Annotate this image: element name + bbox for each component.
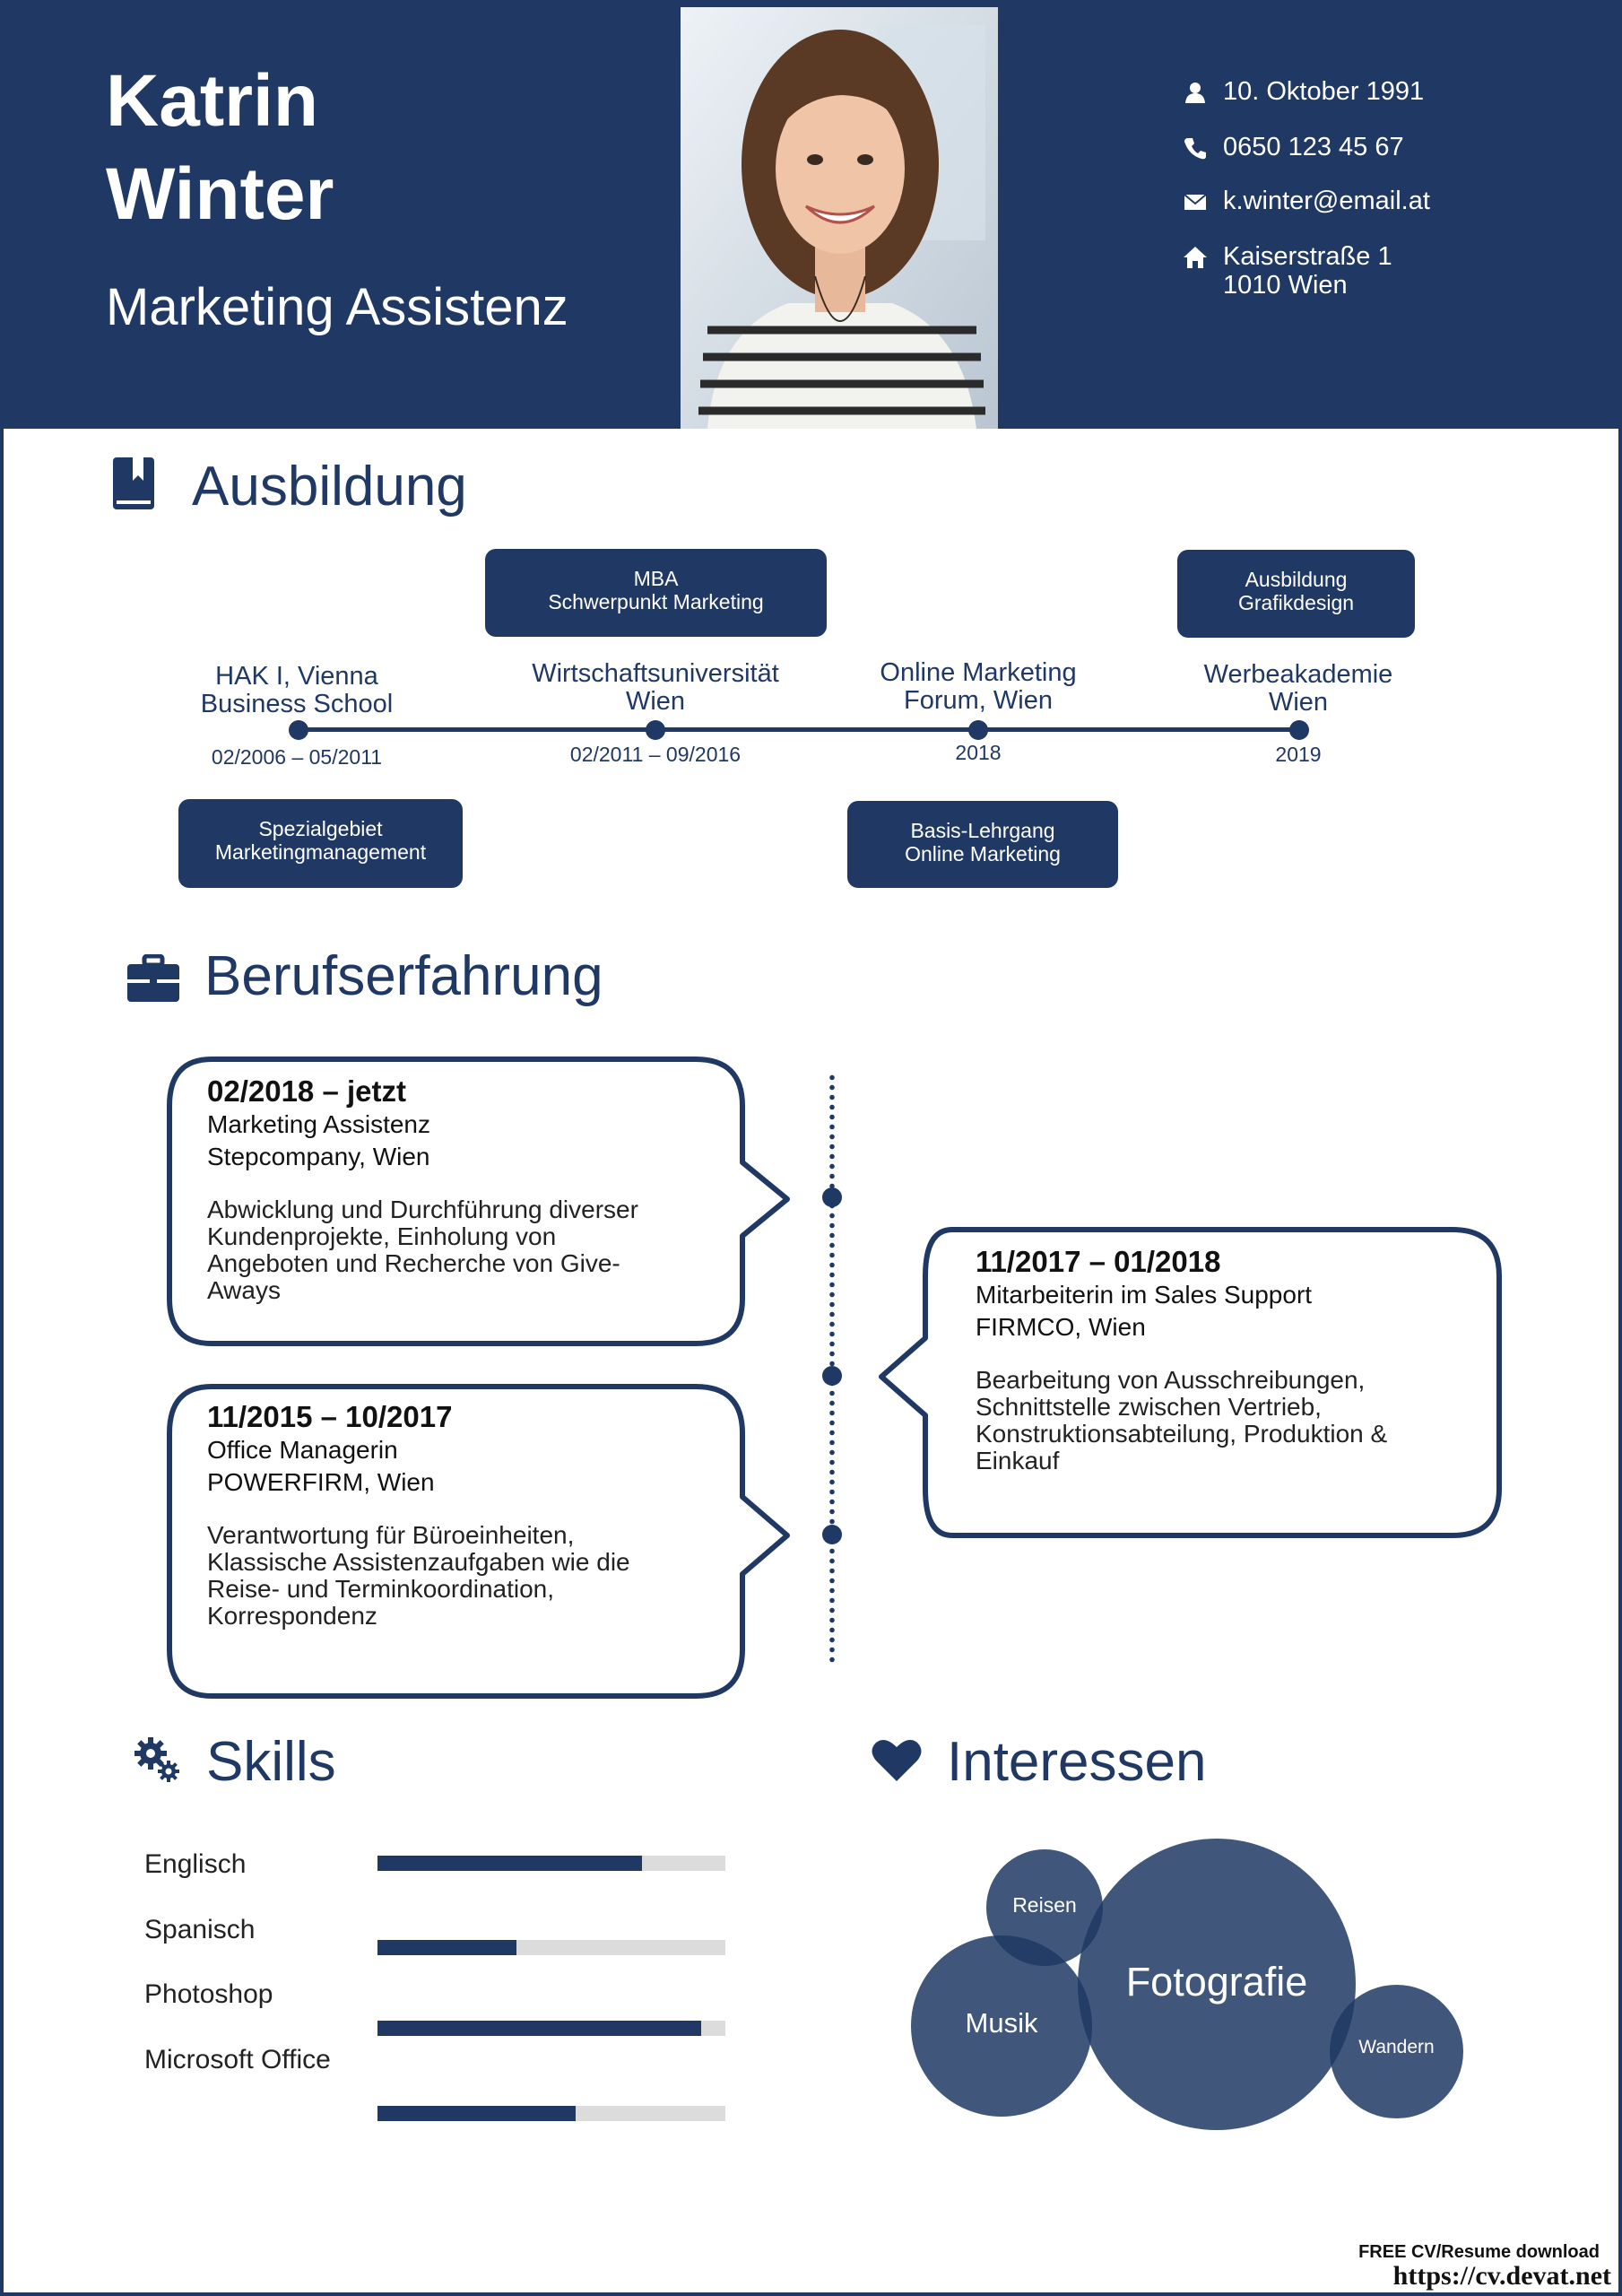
watermark-url[interactable]: https://cv.devat.net [1392,2261,1611,2291]
skill-label: Photoshop [144,1979,273,2009]
email-text[interactable]: k.winter@email.at [1223,187,1430,215]
skill-label: Englisch [144,1849,247,1879]
edu-place-line: Business School [200,690,394,718]
exp-desc-line: Kundenprojekte, Einholung von [207,1222,557,1250]
timeline-dot [1289,720,1309,740]
header-banner [0,0,1622,429]
edu-date-2: 02/2011 – 09/2016 [569,743,742,766]
exp-description [207,1196,709,1304]
watermark-text: FREE CV/Resume download [1358,2242,1600,2262]
skill-bar [377,2021,725,2036]
edu-box-subtitle: Grafikdesign [1237,591,1355,614]
interest-label: Musik [965,2007,1038,2039]
edu-place-4 [1137,661,1460,717]
exp-desc-line: Klassische Assistenzaufgaben wie die [207,1548,630,1576]
skill-bar-fill [377,1940,516,1955]
edu-box-spezialgebiet [178,799,463,888]
exp-role: Office Managerin [207,1436,398,1464]
edu-place-3 [817,659,1140,715]
edu-date-1: 02/2006 – 05/2011 [211,745,383,769]
edu-box-title: MBA [633,567,679,590]
exp-date: 02/2018 – jetzt [207,1074,406,1108]
exp-role: Marketing Assistenz [207,1110,430,1138]
exp-description [976,1367,1478,1474]
exp-desc-line: Konstruktionsabteilung, Produktion & [976,1420,1388,1448]
edu-box-subtitle: Schwerpunkt Marketing [548,590,764,613]
edu-place-line: Wien [1268,688,1329,717]
skill-bar-fill [377,2021,701,2036]
experience-card [167,1057,794,1347]
exp-role: Mitarbeiterin im Sales Support [976,1281,1313,1309]
edu-place-line: Wien [625,687,686,716]
education-timeline-line [298,727,1302,732]
briefcase-icon [127,954,179,1003]
exp-desc-line: Verantwortung für Büroeinheiten, [207,1521,575,1549]
heart-icon [872,1738,922,1783]
edu-box-title: Basis-Lehrgang [910,819,1055,842]
experience-heading: Berufserfahrung [204,945,603,1007]
edu-box-title: Spezialgebiet [258,817,383,840]
interest-label: Reisen [1012,1893,1077,1917]
edu-date-4: 2019 [1275,743,1322,766]
skill-bar [377,2106,725,2121]
exp-company: FIRMCO, Wien [976,1313,1146,1341]
home-icon [1184,246,1207,269]
timeline-dot [822,1187,842,1207]
edu-place-line: Online Marketing [880,658,1077,687]
skill-bar-fill [377,2106,576,2121]
profile-photo [681,7,998,429]
edu-date-3: 2018 [955,741,1002,764]
interest-label: Wandern [1358,2037,1435,2057]
experience-card [167,1384,794,1700]
book-icon [113,457,154,509]
person-icon [1184,81,1207,104]
exp-desc-line: Bearbeitung von Ausschreibungen, [976,1366,1366,1394]
timeline-dot [822,1525,842,1544]
edu-box-mba [485,549,827,637]
exp-desc-line: Korrespondenz [207,1602,377,1630]
edu-place-1 [135,663,458,718]
skills-heading: Skills [206,1731,336,1793]
birthdate-text: 10. Oktober 1991 [1223,77,1425,106]
timeline-dot [646,720,665,740]
gears-icon [133,1735,183,1786]
skill-bar [377,1856,725,1871]
edu-box-title: Ausbildung [1245,568,1348,591]
exp-desc-line: Schnittstelle zwischen Vertrieb, [976,1393,1322,1421]
exp-desc-line: Angeboten und Recherche von Give- [207,1249,620,1277]
timeline-dot [822,1366,842,1386]
exp-description [207,1522,709,1630]
edu-box-subtitle: Online Marketing [905,842,1061,865]
job-title: Marketing Assistenz [106,278,568,336]
interests-heading: Interessen [947,1731,1207,1793]
edu-place-line: HAK I, Vienna [215,662,378,691]
skill-bar-fill [377,1856,642,1871]
first-name: Katrin [106,60,318,142]
address-line1: Kaiserstraße 1 [1223,242,1392,271]
exp-company: POWERFIRM, Wien [207,1468,435,1496]
address-line2: 1010 Wien [1223,271,1348,300]
timeline-dot [289,720,308,740]
exp-date: 11/2015 – 10/2017 [207,1400,453,1433]
edu-place-line: Wirtschaftsuniversität [532,659,779,688]
exp-date: 11/2017 – 01/2018 [976,1245,1221,1278]
exp-desc-line: Aways [207,1276,281,1304]
exp-desc-line: Abwicklung und Durchführung diverser [207,1196,638,1223]
exp-company: Stepcompany, Wien [207,1143,430,1170]
last-name: Winter [106,153,334,235]
education-heading: Ausbildung [192,456,467,517]
mail-icon [1184,190,1207,213]
edu-box-grafikdesign [1177,550,1415,638]
edu-box-subtitle: Marketingmanagement [214,840,427,864]
phone-text[interactable]: 0650 123 45 67 [1223,133,1404,161]
interest-label: Fotografie [1125,1959,1308,2005]
exp-desc-line: Einkauf [976,1447,1060,1474]
experience-card [879,1227,1503,1539]
phone-icon [1184,136,1207,160]
skill-label: Spanisch [144,1915,256,1944]
edu-place-line: Werbeakademie [1203,660,1393,689]
skill-label: Microsoft Office [144,2045,331,2074]
skill-bar [377,1940,725,1955]
edu-place-line: Forum, Wien [904,686,1053,715]
edu-box-basis-lehrgang [847,801,1118,888]
edu-place-2 [494,660,817,716]
exp-desc-line: Reise- und Terminkoordination, [207,1575,555,1603]
timeline-dot [968,720,988,740]
